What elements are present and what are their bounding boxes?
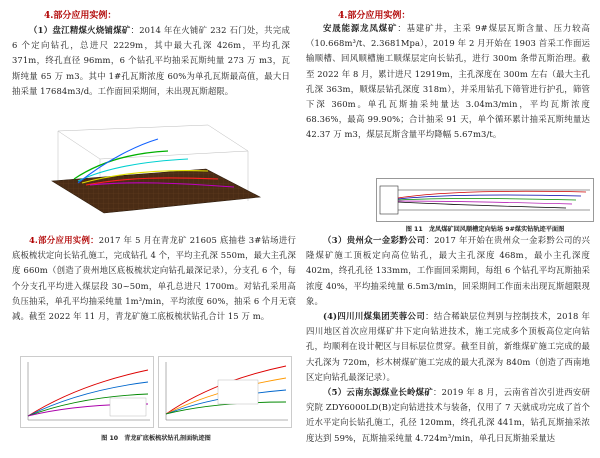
paragraph [306,309,590,385]
trajectory-3d-figure [38,123,268,219]
item-title: (4)四川川煤集团芙蓉公司 [323,311,426,322]
item-title: （3）贵州众一金彩黔公司 [323,235,426,245]
item-text: ：基建矿井，主采 9#煤层瓦斯含量、压力较高（10.668m³/t、2.3681Mpa），2019 年 2 月开始在 1903 首采工作面运输顺槽、回风顺槽施工顺煤层定向长钻孔，进行 300m 条带瓦斯治理。截至 2022 年 8 月，累计进尺 12919m，主孔深度在 300m 左右（最大主孔孔深 363m，顺煤层钻孔深度 318m），并采用钻孔下筛管进行护孔，筛管下深 360m。单孔瓦斯抽采纯量达 3.04m3/min，平均瓦斯浓度 68.36%，最高 99.90%；合计抽采 91 天，单个循环累计抽采瓦斯纯量达 42.37 万 m3，煤层瓦斯含量平均降幅 5.67m3/t。 [306,23,590,140]
figure-caption: 图 10 青龙矿底板梳状钻孔剖面轨迹图 [101,435,211,442]
item-text: 2017 年 5 月在青龙矿 21605 底抽巷 3#钻场进行底板梳状定向长钻孔施工，完成钻孔 4 个，平均主孔深 550m，最大主孔深度 660m（创造了贵州地区底板梳状定向钻孔最深记录），分支孔 6 个，每个分支孔平均进入煤层段 30~50m，单孔总进尺 1700m。对钻孔采用高负压抽采，单孔平均抽采纯量 1m³/min，平均浓度 60%，抽采 6 个月无衰减。截至 2022 年 11 月，青龙矿施工底板梳状钻孔合计 15 万 m。 [12,235,296,322]
item-text: ：2014 年在火铺矿 232 石门处，共完成 6 个定向钻孔，总进尺 2229m，其中最大孔深 426m，平均孔深 371m，终孔直径 96mm，6 个钻孔平均抽采瓦斯纯量 273 万 m3，瓦斯纯量 65 万 m3。其中 1#孔瓦斯浓度 60%为单孔瓦斯最高值，最大日抽采量 17684m3/d。工作面回采期间，未出现瓦斯超限。 [12,25,290,96]
item-title: 安晟能源龙凤煤矿 [323,23,398,33]
section-heading: 4.部分应用实例： [44,11,117,21]
item-text: ：2017 年开始在贵州众一金彩黔公司的兴隆煤矿施工顶板定向高位钻孔，最大主孔深度 468m，最小主孔深度 402m，终孔孔径 133mm，工作面回采期间，每组 6 个钻孔平均瓦斯抽采浓度 40%，平均抽采纯量 6.5m3/min，回采期间工作面未出现瓦斯超限现象。 [306,235,590,306]
figure-caption: 图 11 龙凤煤矿回风顺槽定向钻场 9#煤实钻轨迹平面图 [405,226,565,233]
paragraph [12,23,290,99]
paragraph [306,21,590,143]
paragraph [306,385,590,446]
item-title: （5）云南东源煤业长岭煤矿 [323,387,433,398]
profile-chart-right [158,356,292,428]
section-heading: 4.部分应用实例： [338,11,411,21]
item-text: ：2019 年 8 月，云南省首次引进西安研究院 ZDY6000LD(B)定向钻进技术与装备，仅用了 7 天就成功完成了首个近水平定向长钻孔施工，孔径 120mm，终孔孔深 441m，钻孔瓦斯抽采浓度达到 59%，瓦斯抽采纯量 4.724m³/min，单孔日瓦斯抽采量达 [306,387,590,443]
panel-top-left [12,8,290,226]
panel-bottom-right [306,233,590,458]
paragraph [306,233,590,309]
profile-chart-left [20,356,154,428]
section-heading: 4.部分应用实例： [29,235,99,245]
paragraph [12,233,296,324]
item-text: ：结合稀缺层位判别与控制技术，2018 年四川地区首次应用煤矿井下定向钻进技术，施工完成多个顶板高位定向钻孔，均顺利在设计靶区与目标层位贯穿。截至目前，新维煤矿施工完成的最大孔深为 720m，杉木树煤矿施工完成的最大孔深为 840m（创造了西南地区定向钻孔最深记录）。 [306,311,590,382]
item-title: （1）盘江精煤火烧铺煤矿 [29,25,131,35]
plan-view-figure [376,178,594,222]
